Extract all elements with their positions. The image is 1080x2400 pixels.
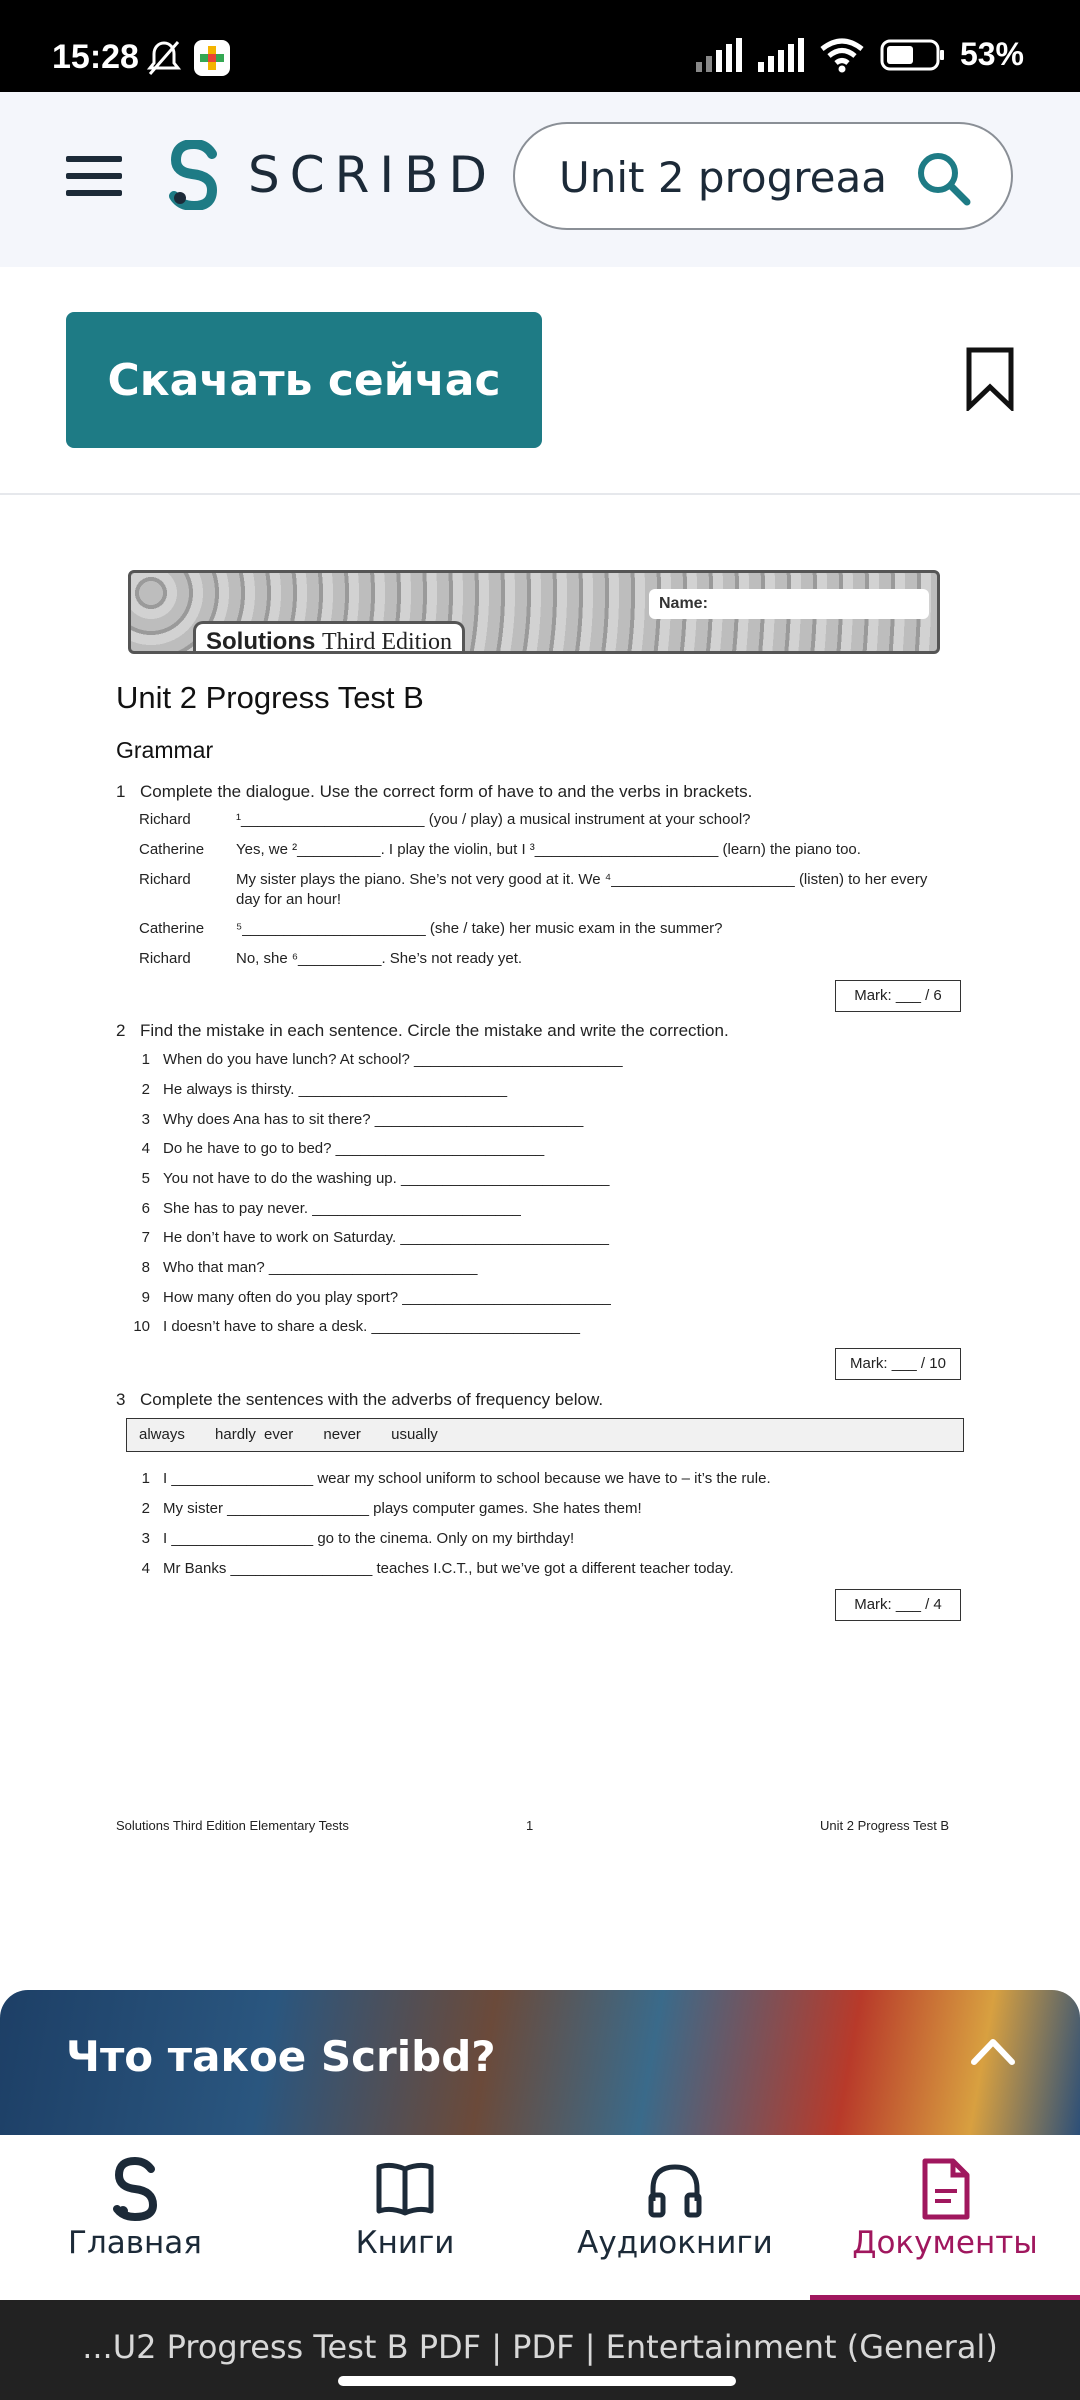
question-number: 3 [116,1390,126,1409]
search-box [513,122,1013,230]
item-number: 2 [141,1081,150,1098]
word: always [139,1426,185,1443]
item-number: 3 [141,1530,150,1547]
speaker: Catherine [139,841,205,858]
nav-home[interactable] [0,2135,270,2300]
item-number: 5 [141,1170,150,1187]
search-input[interactable] [557,148,901,206]
mark-box: Mark: ___ / 10 [835,1348,961,1380]
chevron-up-icon[interactable] [970,2036,1016,2066]
question-instruction: Complete the dialogue. Use the correct form of have to and the verbs in brackets. [140,782,753,801]
scribd-home-icon [105,2157,165,2221]
name-field-label: Name: [649,589,929,619]
doc-footer-page: 1 [526,1818,534,1833]
wifi-icon [818,37,866,73]
book-icon [375,2157,435,2221]
nav-label: Главная [68,2225,202,2261]
solutions-edition: Third Edition [322,629,452,654]
item-text: He don’t have to work on Saturday. _________________________ [163,1229,609,1246]
page-title: ...U2 Progress Test B PDF | PDF | Entertainment (General) [82,2328,998,2366]
home-indicator[interactable] [338,2376,736,2386]
item-number: 1 [141,1470,150,1487]
app-notification-icon [194,40,230,76]
item-text: How many often do you play sport? _________________________ [163,1289,611,1306]
menu-icon[interactable] [66,156,122,196]
document-icon [915,2157,975,2221]
item-number: 4 [141,1140,150,1157]
dialogue-line: ¹______________________ (you / play) a musical instrument at your school? [236,811,751,828]
item-text: I _________________ wear my school uniform to school because we have to – it’s the rule. [163,1470,771,1487]
nav-label: Документы [852,2225,1038,2261]
question-instruction: Complete the sentences with the adverbs of frequency below. [140,1390,604,1409]
headphones-icon [645,2157,705,2221]
document-page [0,495,1080,1995]
item-text: Mr Banks _________________ teaches I.C.T., but we’ve got a different teacher today. [163,1560,734,1577]
item-number: 4 [141,1560,150,1577]
solutions-brand: Solutions [206,628,316,654]
item-text: When do you have lunch? At school? _________________________ [163,1051,623,1068]
nav-label: Аудиокниги [577,2225,773,2261]
item-number: 3 [141,1111,150,1128]
speaker: Richard [139,811,191,828]
dialogue-line: No, she ⁶__________. She’s not ready yet. [236,950,523,967]
question-number: 1 [116,782,126,801]
item-text: You not have to do the washing up. _________________________ [163,1170,610,1187]
what-is-scribd-banner[interactable] [0,1990,1080,2135]
word: usually [391,1426,438,1443]
question-3 [116,1390,603,1410]
item-number: 8 [141,1259,150,1276]
speaker: Catherine [139,920,205,937]
bell-muted-icon [144,38,184,78]
word: hardly ever [215,1426,294,1443]
item-number: 7 [141,1229,150,1246]
doc-section: Grammar [116,737,214,763]
item-text: She has to pay never. _________________________ [163,1200,521,1217]
mark-box: Mark: ___ / 4 [835,1589,961,1621]
question-1 [116,782,752,802]
item-text: I _________________ go to the cinema. Only on my birthday! [163,1530,575,1547]
nav-documents[interactable] [810,2135,1080,2300]
doc-footer-left: Solutions Third Edition Elementary Tests [116,1818,349,1833]
dialogue-line: My sister plays the piano. She’s not very good at it. We ⁴______________________ (listen) to her every [236,871,928,888]
item-text: He always is thirsty. _________________________ [163,1081,508,1098]
item-text: Why does Ana has to sit there? _________________________ [163,1111,584,1128]
item-text: My sister _________________ plays computer games. She hates them! [163,1500,642,1517]
signal-icon [694,38,742,72]
download-row [0,267,1080,495]
signal-icon-2 [756,38,804,72]
question-number: 2 [116,1021,126,1040]
promo-text: Что такое Scribd? [66,2032,496,2081]
speaker: Richard [139,950,191,967]
bookmark-icon[interactable] [966,347,1014,411]
logo-text: SCRIBD [248,146,497,204]
word: never [323,1426,361,1443]
dialogue-line: ⁵______________________ (she / take) her music exam in the summer? [236,920,723,937]
doc-footer-right: Unit 2 Progress Test B [820,1818,950,1833]
battery-percent: 53% [959,36,1024,72]
item-number: 6 [141,1200,150,1217]
item-text: Do he have to go to bed? _________________________ [163,1140,545,1157]
item-number: 10 [133,1318,150,1335]
download-now-button[interactable]: Скачать сейчас [66,312,542,448]
battery-icon [880,38,946,72]
doc-banner [128,570,940,654]
status-time: 15:28 [52,38,139,76]
question-instruction: Find the mistake in each sentence. Circle the mistake and write the correction. [140,1021,729,1040]
bottom-navigation [0,2135,1080,2300]
scribd-logo[interactable] [166,140,497,210]
search-icon[interactable] [913,148,973,208]
site-header [0,92,1080,267]
status-bar [0,0,1080,92]
solutions-logo [193,621,465,654]
nav-books[interactable] [270,2135,540,2300]
nav-label: Книги [355,2225,455,2261]
scribd-logo-icon [166,140,224,210]
mark-box: Mark: ___ / 6 [835,980,961,1012]
speaker: Richard [139,871,191,888]
item-number: 9 [141,1289,150,1306]
item-number: 2 [141,1500,150,1517]
nav-audiobooks[interactable] [540,2135,810,2300]
item-number: 1 [141,1051,150,1068]
dialogue-line: Yes, we ²__________. I play the violin, but I ³______________________ (learn) the piano too. [236,841,861,858]
word-box [126,1418,964,1452]
item-text: I doesn’t have to share a desk. _________________________ [163,1318,581,1335]
item-text: Who that man? _________________________ [163,1259,478,1276]
doc-title: Unit 2 Progress Test B [116,680,424,715]
dialogue-line: day for an hour! [236,891,342,908]
question-2 [116,1021,729,1041]
